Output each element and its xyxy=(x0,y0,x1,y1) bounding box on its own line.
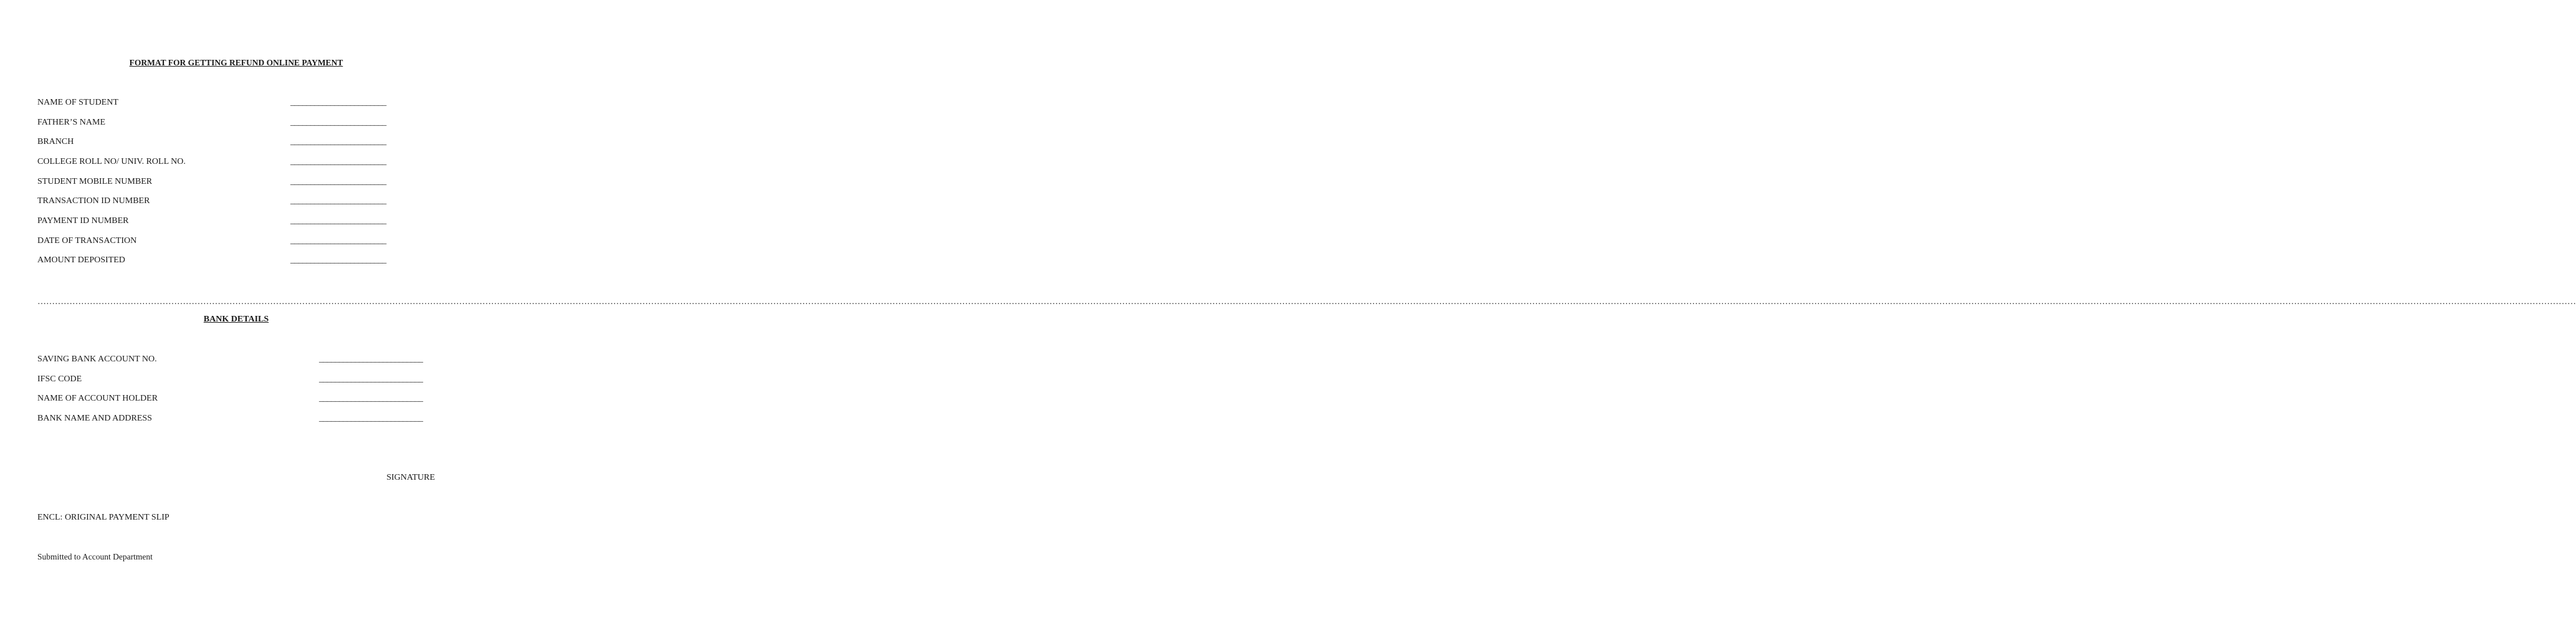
bank-name-address-label: BANK NAME AND ADDRESS xyxy=(37,414,152,423)
ifsc-code-label: IFSC CODE xyxy=(37,374,82,384)
transaction-date-label: DATE OF TRANSACTION xyxy=(37,236,137,245)
payment-id-label: PAYMENT ID NUMBER xyxy=(37,216,129,226)
amount-deposited-label: AMOUNT DEPOSITED xyxy=(37,255,125,265)
mobile-number-label: STUDENT MOBILE NUMBER xyxy=(37,177,153,186)
submitted-to-note: Submitted to Account Department xyxy=(37,552,153,561)
payment-id-blank: ________________________ xyxy=(290,216,386,226)
amount-deposited-blank: ________________________ xyxy=(290,255,386,265)
student-name-blank: ________________________ xyxy=(290,98,386,107)
dotted-separator: ……………………………………………………………………………………………………………………………………………………………………………………………………………………………………………………………………………………………………………………………………………………………………………………………………………………………………………………………………………………………………………………………………………………………………………………………………………………………………………………………………………………………………………………………………………………………………………………………………… xyxy=(37,297,2576,307)
account-number-blank: __________________________ xyxy=(319,355,423,364)
roll-no-blank: ________________________ xyxy=(290,157,386,166)
document-title: FORMAT FOR GETTING REFUND ONLINE PAYMENT xyxy=(129,58,343,67)
transaction-date-blank: ________________________ xyxy=(290,236,386,245)
transaction-id-blank: ________________________ xyxy=(290,196,386,206)
mobile-number-blank: ________________________ xyxy=(290,177,386,186)
fathers-name-label: FATHER’S NAME xyxy=(37,118,106,127)
roll-no-label: COLLEGE ROLL NO/ UNIV. ROLL NO. xyxy=(37,157,186,166)
ifsc-code-blank: __________________________ xyxy=(319,374,423,384)
account-holder-label: NAME OF ACCOUNT HOLDER xyxy=(37,394,158,403)
fathers-name-blank: ________________________ xyxy=(290,118,386,127)
signature-label: SIGNATURE xyxy=(386,473,435,482)
transaction-id-label: TRANSACTION ID NUMBER xyxy=(37,196,150,206)
account-number-label: SAVING BANK ACCOUNT NO. xyxy=(37,355,157,364)
enclosure-note: ENCL: ORIGINAL PAYMENT SLIP xyxy=(37,513,169,522)
branch-label: BRANCH xyxy=(37,137,74,146)
account-holder-blank: __________________________ xyxy=(319,394,423,403)
student-name-label: NAME OF STUDENT xyxy=(37,98,118,107)
branch-blank: ________________________ xyxy=(290,137,386,146)
bank-name-address-blank: __________________________ xyxy=(319,414,423,423)
bank-details-heading: BANK DETAILS xyxy=(203,315,269,324)
